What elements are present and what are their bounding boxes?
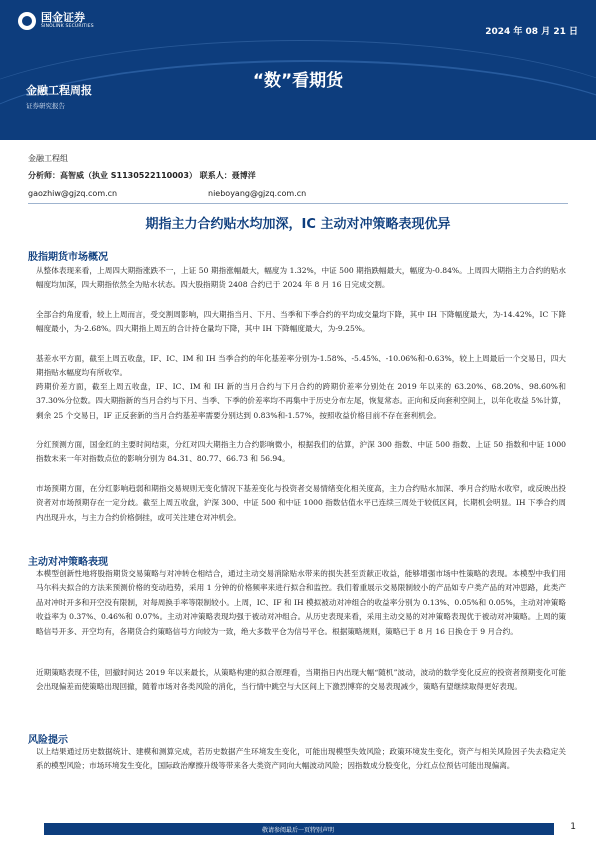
page-number: 1: [570, 822, 576, 832]
report-type: 证券研究报告: [26, 102, 65, 110]
report-headline: 期指主力合约贴水均加深，IC 主动对冲策略表现优异: [145, 217, 451, 232]
paragraph: 以上结果通过历史数据统计、建模和测算完成，若历史数据产生环境发生变化，可能出现模型失效风险；政策环境发生变化，资产与相关风险因子失去稳定关系的模型风险；市场环境发生变化，国际政治摩擦升级等带来各大类资产同向大幅波动风险；因指数成分股变化，分红点位预估可能出现偏离。: [36, 747, 566, 771]
header-banner: [0, 0, 596, 140]
paragraph: 分红预测方面，国金红的主要时间结束，分红对四大期指主力合约影响微小，根据我们的估算，沪深 300 指数、中证 500 指数、上证 50 指数和中证 1000 指数未来一年对指数点位的影响分别为 84.31、80.77、66.73 和 56.94。: [36, 440, 566, 464]
report-date: 2024 年 08 月 21 日: [485, 27, 578, 37]
paragraph: 从整体表现来看，上周四大期指涨跌不一，上证 50 期指涨幅最大，幅度为 1.32%，中证 500 期指跌幅最大，幅度为-0.84%。上周四大期指主力合约的贴水幅度均加深，四大期指依然全为贴水状态。四大股指期货 2408 合约已于 2024 年 8 月 16 日完成交割。: [36, 266, 566, 290]
paragraph: 跨期价差方面，截至上周五收盘，IF、IC、IM 和 IH 新的当月合约与下月合约的跨期价差率分别处在 2019 年以来的 63.20%、68.20%、98.60%和 37.30%分位数。四大期指新的当月合约与下月、当季、下季的价差率均不再集中于历史分布左尾，恢复常态。正向和反向套利空间上，以年化收益 5%计算，剩余 25 个交易日，IF 正反套新的当月合约基差率需要分别达到 0.83%和-1.57%，按照收益价格目前不存在套利机会。: [36, 382, 566, 420]
disclaimer-note: 敬请参阅最后一页特别声明: [261, 827, 334, 834]
logo-name: 国金证券: [41, 11, 85, 24]
paragraph: 基差水平方面，截至上周五收盘，IF、IC、IM 和 IH 当季合约的年化基差率分别为-1.58%、-5.45%、-10.06%和-0.63%，较上上周最后一个交易日，四大期指贴水幅度均有所收窄。: [36, 354, 566, 378]
divider: [28, 203, 568, 204]
company-logo: [18, 12, 94, 30]
paragraph: 本模型创新性地将股指期货交易策略与对冲转仓相结合，通过主动交易消除贴水带来的损失甚至贡献正收益，能够增强市场中性策略的表现。本模型中我们用马尔科夫拟合的方法来预测价格的变动趋势，采用 1 分钟的价格频率来进行拟合和监控。我们着重展示交易限制较小的产品如专户类产品的对冲思路，此类产品对冲时开多和开空没有限制，对每周换手率等限制较小。上周，IC、IF 和 IH 模拟被动对冲组合的收益率分别为 0.13%、0.05%和 0.05%，主动对冲策略收益率为 0.37%、0.46%和 0.07%。主动对冲策略表现均强于被动对冲组合。从历史表现来看，采用主动交易的对冲策略表现优于被动对冲策略。上周的策略信号开多、开空均有，各期货合约策略信号方向较为一致，绝大多数平仓为信号平仓。根据策略规则，策略已于 8 月 16 日换仓于 9 月合约。: [36, 569, 566, 636]
report-title: “数”看期货: [252, 71, 344, 91]
contact-email[interactable]: nieboyang@gjzq.com.cn: [208, 189, 307, 198]
logo-english-name: SINOLINK SECURITIES: [41, 24, 94, 29]
logo-icon: [18, 12, 36, 30]
paragraph: 全部合约角度看，较上上周而言，受交割周影响，四大期指当月、下月、当季和下季合约的平均成交量均下降，其中 IH 下降幅度最大，为-14.42%，IC 下降幅度最小，为-2.68%。四大期指上周五的合计持仓量均下降，其中 IH 下降幅度最大，为-9.25%。: [36, 310, 566, 334]
section-heading-risk-warning: 风险提示: [28, 735, 68, 746]
paragraph: 近期策略表现不佳，回撤时间达 2019 年以来最长，从策略构建的拟合原理看，当期指日内出现大幅“随机”波动，波动的数学变化反应的投资者预期变化可能会出现偏差而使策略出现回撤，随着市场对各类风险的消化，当行情中跳空与大区间上下激烈博弈的交易表现减少，策略有望继续取得更好表现。: [36, 668, 566, 692]
team-name: 金融工程组: [28, 154, 68, 163]
analyst-line: 分析师：高智威（执业 S1130522110003） 联系人：聂博洋: [28, 171, 256, 180]
page-footer: [0, 816, 596, 842]
report-series: 金融工程周报: [26, 84, 92, 97]
section-heading-market-overview: 股指期货市场概况: [28, 252, 108, 263]
paragraph: 市场预期方面，在分红影响趋弱和期指交易规则无变化情况下基差变化与投资者交易情绪变化相关度高，主力合约贴水加深、季月合约贴水收窄，或反映出投资者对市场预期存在一定分歧。截至上周五收盘，沪深 300、中证 500 和中证 1000 指数估值水平已连续三周处于较低区间，长期机会明显。IH 下季合约周内出现升水，与主力合约价格倒挂，或可关注建仓对冲机会。: [36, 484, 566, 522]
section-heading-hedging-strategy: 主动对冲策略表现: [28, 557, 108, 568]
analyst-email[interactable]: gaozhiw@gjzq.com.cn: [28, 189, 118, 198]
